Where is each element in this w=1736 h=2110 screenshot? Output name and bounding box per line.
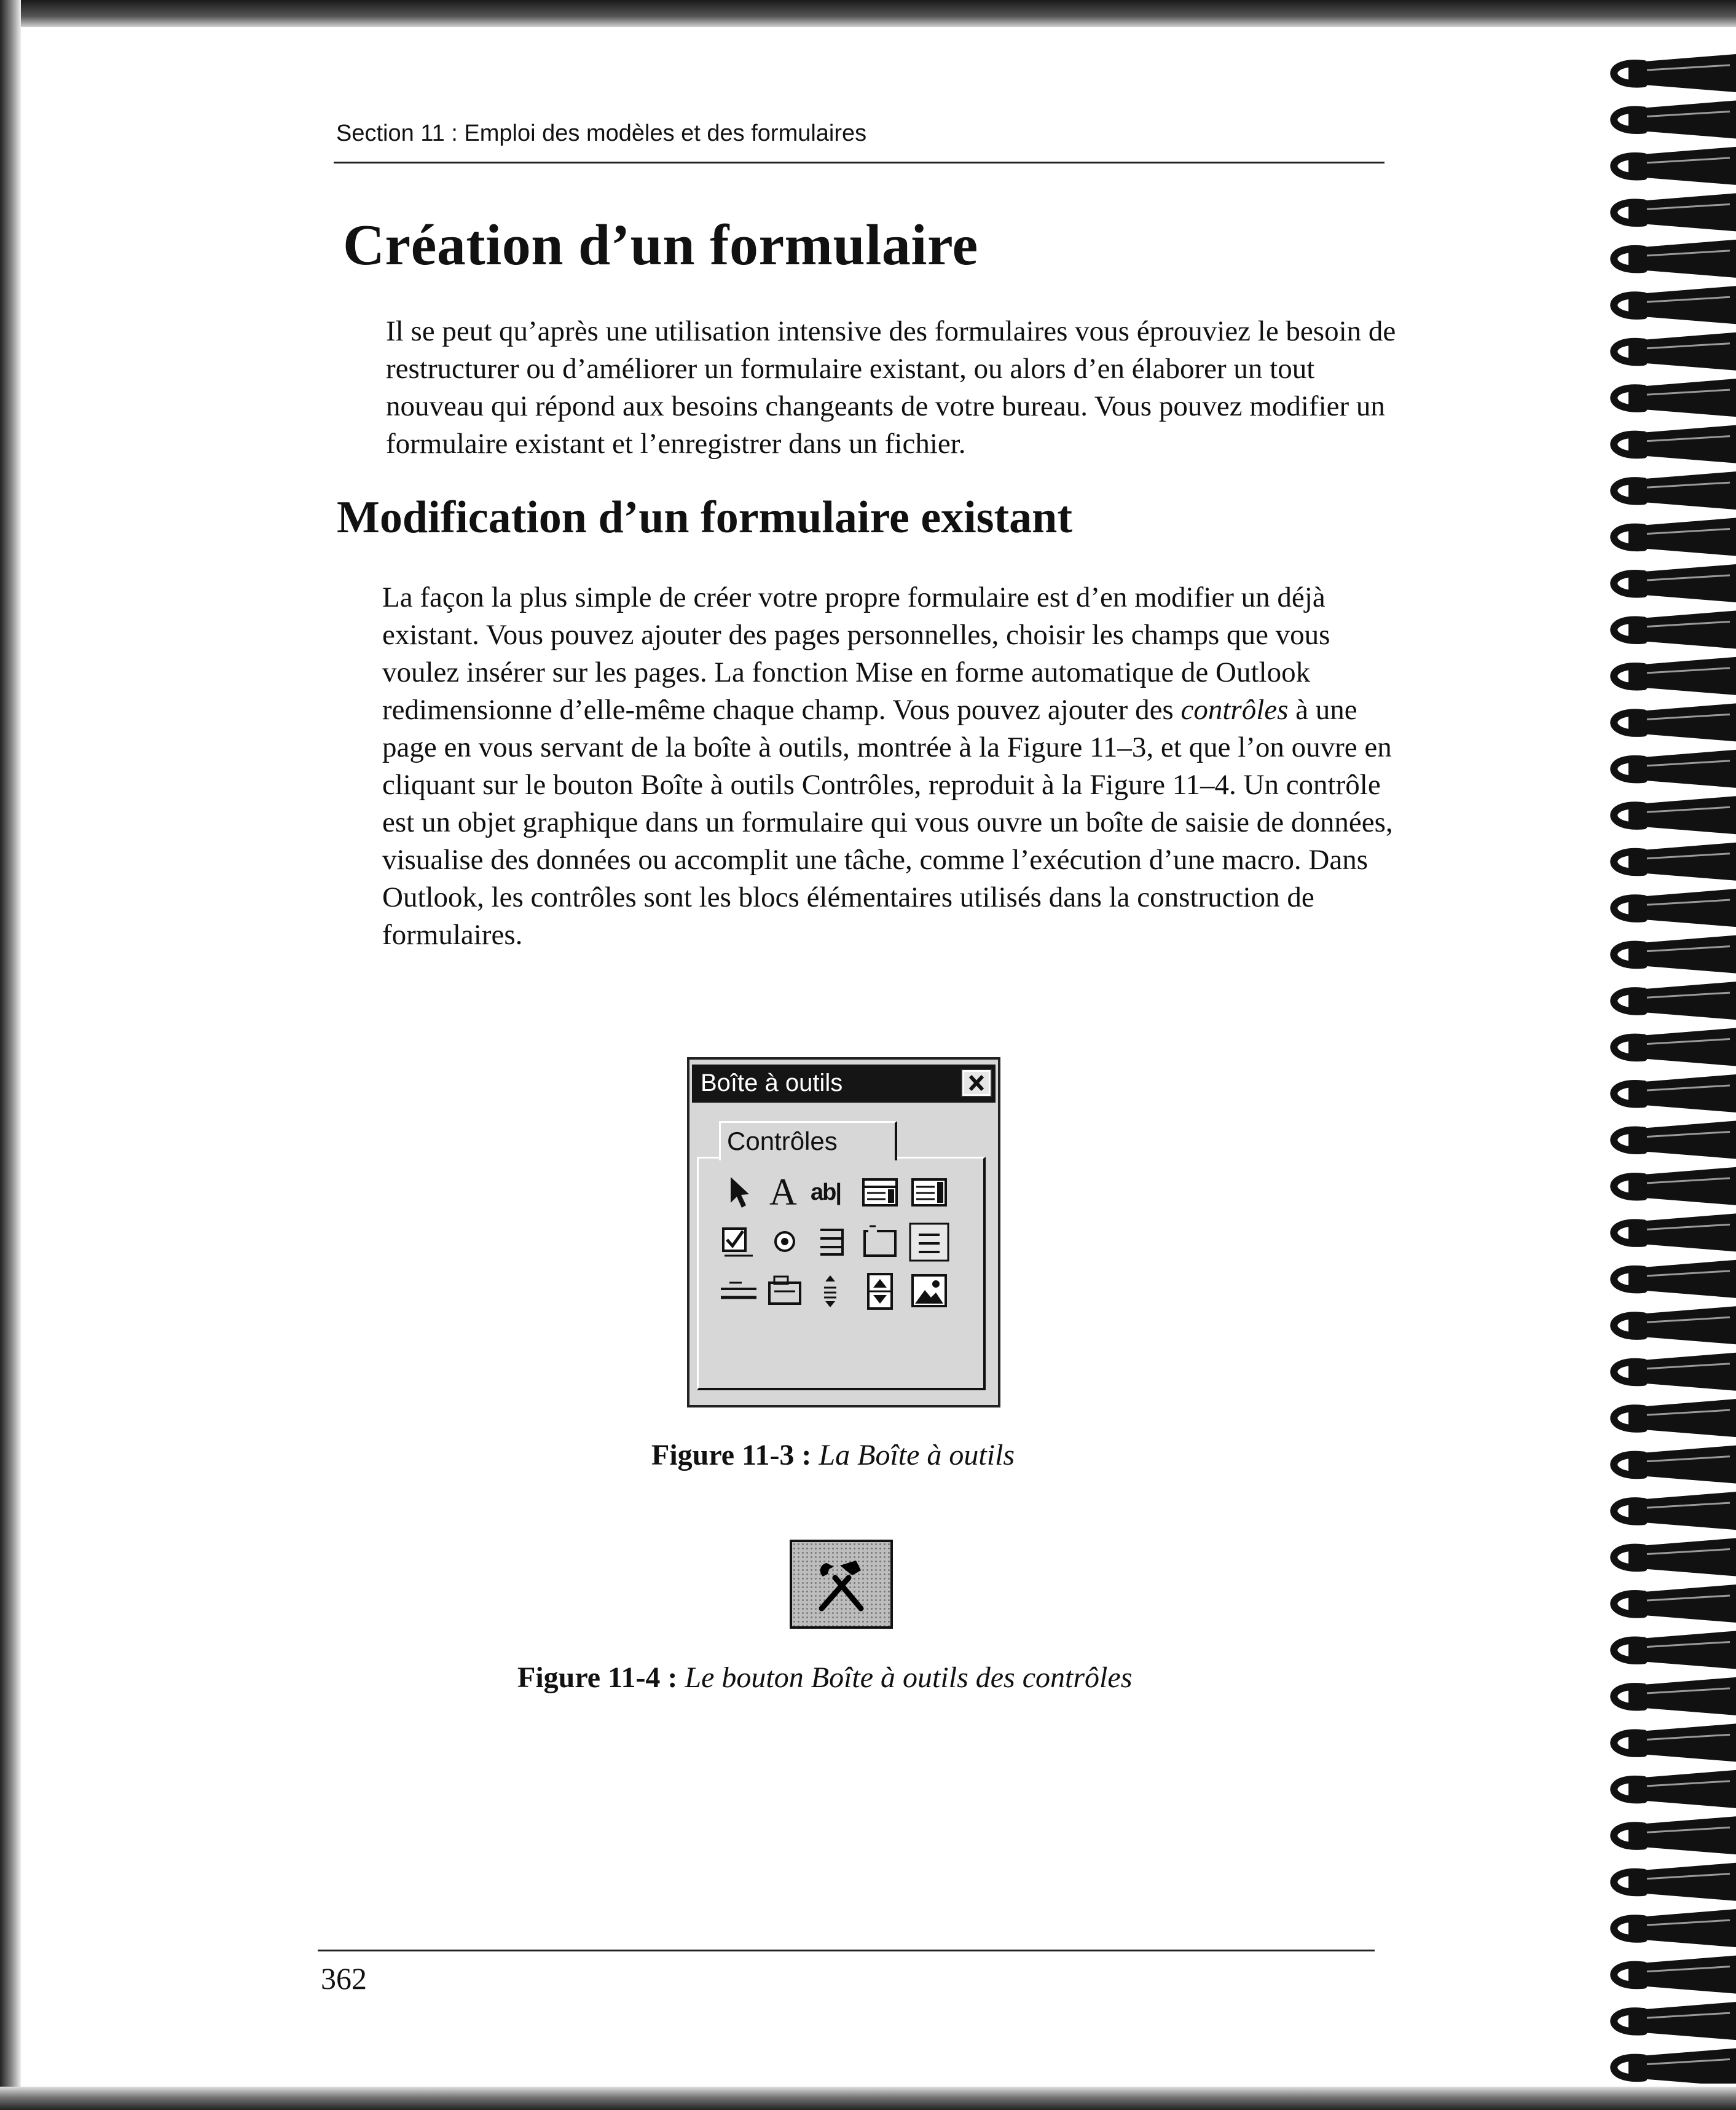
footer-rule	[318, 1950, 1375, 1951]
spiral-coil	[1614, 1446, 1736, 1484]
spiral-coil	[1614, 657, 1736, 695]
spiral-coil	[1614, 286, 1736, 324]
spiral-coil	[1614, 240, 1736, 278]
controls-tab-panel	[697, 1157, 986, 1390]
spiral-coil	[1614, 750, 1736, 788]
body-text-part1: La façon la plus simple de créer votre propre formulaire est d’en modifier un déjà existant. Vous pouvez ajouter des pages personnelles, choisir les champs que vous voulez insérer sur les pages. La fonction Mise en forme automatique de Outlook redimensionne d’elle-même chaque champ. Vous pouvez ajouter des	[382, 581, 1330, 726]
toolbox-window	[687, 1057, 1000, 1407]
spiral-coil	[1614, 1863, 1736, 1901]
spiral-coil	[1614, 1074, 1736, 1112]
spiral-coil	[1614, 333, 1736, 371]
spiral-coil	[1614, 1213, 1736, 1251]
close-icon	[964, 1072, 989, 1094]
spiral-coil	[1614, 2049, 1736, 2084]
select-objects-tool[interactable]	[717, 1171, 760, 1214]
spiral-coil	[1614, 100, 1736, 138]
spiral-coil	[1614, 703, 1736, 741]
spiral-coil	[1614, 982, 1736, 1020]
scrollbar-tool[interactable]	[809, 1269, 852, 1312]
spiral-coil	[1614, 1167, 1736, 1205]
running-header: Section 11 : Emploi des modèles et des formulaires	[336, 120, 867, 146]
scrollbar-icon	[809, 1269, 852, 1312]
spiral-coil	[1614, 796, 1736, 834]
body-paragraph	[382, 579, 1402, 954]
spiral-coil	[1614, 1956, 1736, 1994]
spiral-coil	[1614, 1399, 1736, 1437]
frame-tool[interactable]	[858, 1220, 901, 1263]
spiral-coil	[1614, 1120, 1736, 1159]
toggle-button-tool[interactable]	[809, 1220, 852, 1263]
spiral-coil	[1614, 1677, 1736, 1715]
scan-edge-left	[0, 0, 21, 2110]
toolbox-titlebar[interactable]	[692, 1065, 996, 1103]
spiral-coil	[1614, 1723, 1736, 1762]
spiral-coil	[1614, 1028, 1736, 1066]
figure-11-4-caption	[517, 1661, 1132, 1695]
spiral-coil	[1614, 2002, 1736, 2040]
checkbox-tool[interactable]	[717, 1220, 760, 1263]
option-button-icon	[763, 1220, 806, 1263]
spiral-coil	[1614, 1306, 1736, 1344]
page-number: 362	[321, 1961, 367, 1996]
scan-edge-top	[0, 0, 1736, 27]
command-button-tool[interactable]	[908, 1220, 951, 1263]
spiral-coil	[1614, 471, 1736, 510]
frame-icon	[858, 1220, 901, 1263]
figure-11-3-caption	[651, 1438, 1015, 1472]
spiral-coil	[1614, 518, 1736, 556]
spiral-coil	[1614, 935, 1736, 974]
spiral-coil	[1614, 1816, 1736, 1854]
page-title: Création d’un formulaire	[343, 213, 978, 277]
spiral-coil	[1614, 193, 1736, 231]
spiral-coil	[1614, 1260, 1736, 1298]
tab-controls-label: Contrôles	[727, 1127, 838, 1155]
section-title: Modification d’un formulaire existant	[337, 492, 1072, 543]
toggle-button-icon	[809, 1220, 852, 1263]
combobox-tool[interactable]	[858, 1171, 901, 1214]
select-objects-icon	[717, 1171, 760, 1214]
label-icon: A	[769, 1171, 797, 1213]
listbox-icon	[908, 1171, 951, 1214]
spiral-coil	[1614, 1631, 1736, 1669]
spiral-coil	[1614, 1770, 1736, 1808]
body-text-part2: à une page en vous servant de la boîte à outils, montrée à la Figure 11–3, et que l’on ouvre en cliquant sur le bouton Boîte à outils Contrôles, reproduit à la Figure 11–4. Un contrôle est un objet graphique dans un formulaire qui vous ouvre un boîte de saisie de données, visualise des données ou accomplit une tâche, comme l’exécution d’une macro. Dans Outlook, les contrôles sont les blocs élémentaires utilisés dans la construction de formulaires.	[382, 694, 1393, 951]
spiral-coil	[1614, 54, 1736, 92]
figure-11-3-number: Figure 11-3 :	[651, 1439, 812, 1471]
textbox-tool[interactable]	[809, 1171, 852, 1214]
image-icon	[908, 1269, 951, 1312]
option-button-tool[interactable]	[763, 1220, 806, 1263]
controls-toolbox-button[interactable]	[790, 1540, 893, 1629]
body-emphasis: contrôles	[1180, 694, 1289, 726]
textbox-icon: ab|	[811, 1179, 841, 1205]
spiral-coil	[1614, 889, 1736, 927]
spiral-binding	[1570, 43, 1736, 2084]
multipage-icon	[763, 1269, 806, 1312]
figure-11-4-number: Figure 11-4 :	[517, 1661, 678, 1694]
spiral-coil	[1614, 843, 1736, 881]
spiral-coil	[1614, 564, 1736, 602]
combobox-icon	[858, 1171, 901, 1214]
spin-button-icon	[858, 1269, 901, 1312]
spiral-coil	[1614, 379, 1736, 417]
listbox-tool[interactable]	[908, 1171, 951, 1214]
close-button[interactable]	[962, 1070, 991, 1096]
figure-11-4-text: Le bouton Boîte à outils des contrôles	[685, 1661, 1133, 1694]
spiral-coil	[1614, 1538, 1736, 1577]
intro-paragraph: Il se peut qu’après une utilisation intensive des formulaires vous éprouviez le besoin de restructurer ou d’améliorer un formulaire existant, ou alors d’en élaborer un tout nouveau qui répond aux besoins changeants de votre bureau. Vous pouvez modifier un formulaire existant et l’enregistrer dans un fichier.	[386, 315, 1396, 460]
spiral-coil	[1614, 1492, 1736, 1530]
spin-button-tool[interactable]	[858, 1269, 901, 1312]
label-tool[interactable]	[763, 1171, 806, 1214]
spiral-coil	[1614, 425, 1736, 463]
checkbox-icon	[717, 1220, 760, 1263]
multipage-tool[interactable]	[763, 1269, 806, 1312]
image-tool[interactable]	[908, 1269, 951, 1312]
spiral-coil	[1614, 1909, 1736, 1947]
scan-edge-bottom	[0, 2087, 1736, 2110]
tabstrip-icon	[717, 1269, 760, 1312]
spiral-coil	[1614, 1584, 1736, 1623]
toolbox-title: Boîte à outils	[701, 1069, 843, 1096]
tabstrip-tool[interactable]	[717, 1269, 760, 1312]
command-button-icon	[908, 1220, 951, 1263]
spiral-coil	[1614, 1353, 1736, 1391]
hammer-wrench-icon	[792, 1542, 890, 1626]
spiral-coil	[1614, 610, 1736, 648]
tab-controls[interactable]	[719, 1121, 897, 1160]
header-rule	[334, 162, 1384, 163]
spiral-coil	[1614, 147, 1736, 185]
figure-11-3-text: La Boîte à outils	[819, 1439, 1015, 1471]
